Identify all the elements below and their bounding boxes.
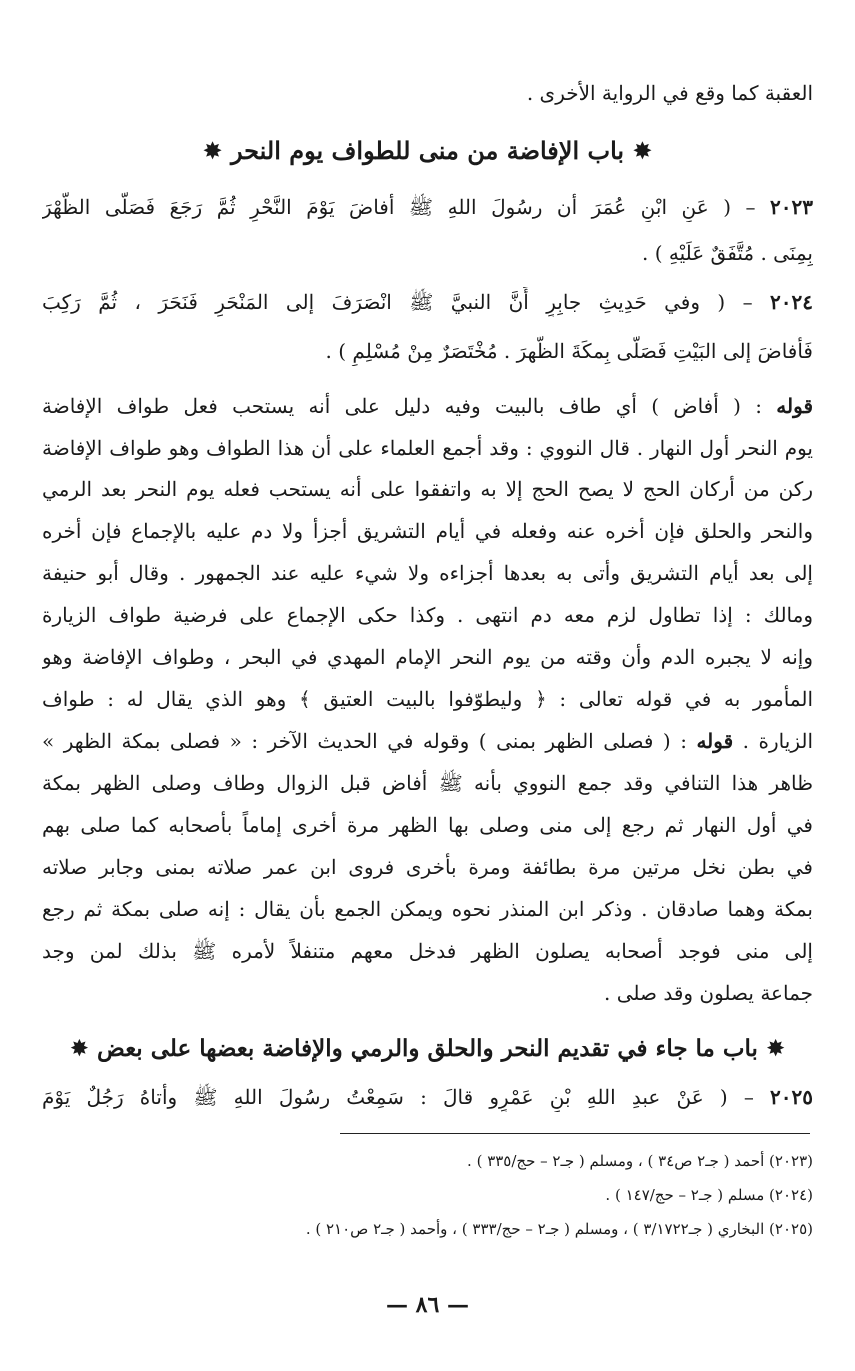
ornament-icon: ✸ [202, 137, 223, 165]
commentary-line-1 [42, 391, 813, 421]
hadith-2024-line-2: فَأَفاضَ إلى البَيْتِ فَصَلَّى بِمكَةَ الظُّهرَ . مُخْتَصَرٌ مِنْ مُسْلِمٍ ) . [325, 339, 813, 363]
commentary-line: ومالك : إذا تطاول لزم معه دم انتهى . وكذا حكى الإجماع على فرضية طواف الزيارة [42, 603, 813, 627]
hadith-2025-line-1 [42, 1082, 813, 1112]
commentary-line: والنحر والحلق فإن أخره عنه وفعله في أيام التشريق أجزأ ولا دم عليه بالإجماع فإن أخره [42, 519, 813, 543]
commentary-line: وإنه لا يجبره الدم وأن وقته من يوم النحر الإمام المهدي في البحر ، وطواف الإفاضة وهو [42, 645, 813, 669]
top-line: العقبة كما وقع في الرواية الأخرى . [526, 81, 813, 105]
hadith-2024-line-1 [42, 287, 813, 317]
commentary-text: : ( أفاض ) أي طاف بالبيت وفيه دليل على أنه يستحب فعل طواف الإفاضة [42, 394, 762, 418]
hadith-2023-line-2: بِمِنَى . مُتَّفَقٌ عَلَيْهِ ) . [642, 241, 813, 265]
footnote-2024: (٢٠٢٤) مسلم ( جـ٢ – حج/١٤٧ ) . [605, 1186, 813, 1204]
hadith-number: ٢٠٢٤ [770, 290, 813, 314]
chapter-heading-1 [30, 134, 825, 168]
commentary-line: إلى منى فوجد أصحابه يصلون الظهر فدخل معهم متنفلاً لأمره ﷺ بذلك لمن وجد [42, 939, 813, 963]
commentary-label: قوله [696, 729, 734, 753]
footnote-divider [340, 1133, 810, 1134]
ornament-icon: ✸ [765, 1036, 786, 1062]
ornament-icon: ✸ [632, 137, 653, 165]
commentary-line: في بطن نخل مرتين مرة بطائفة ومرة بأخرى فروى ابن عمر صلاته بمنى وجابر صلاته [42, 855, 813, 879]
commentary-line: ركن من أركان الحج لا يصح الحج إلا به واتفقوا على أنه يستحب فعله يوم النحر بعد الرمي [42, 477, 813, 501]
commentary-line: يوم النحر أول النهار . قال النووي : وقد أجمع العلماء على أن هذا الطواف وهو طواف الإفاضة [42, 436, 813, 460]
commentary-text: : ( فصلى الظهر بمنى ) وقوله في الحديث الآخر : « فصلى بمكة الظهر » [42, 729, 687, 753]
hadith-number: ٢٠٢٣ [770, 195, 813, 219]
hadith-text: – ( عَنْ عبدِ اللهِ بْنِ عَمْرٍو قالَ : سَمِعْتُ رسُولَ اللهِ ﷺ وأتاهُ رَجُلٌ يَوْمَ [42, 1085, 754, 1109]
hadith-text: – ( وفي حَدِيثِ جابِرٍ أَنَّ النبيَّ ﷺ انْصَرَفَ إلى المَنْحَرِ فَنَحَرَ ، ثُمَّ رَكِبَ [42, 290, 753, 314]
footnote-2025: (٢٠٢٥) البخاري ( جـ٣/١٧٢٢ ) ، ومسلم ( جـ٢ – حج/٣٣٣ ) ، وأحمد ( جـ٢ ص٢١٠ ) . [305, 1220, 813, 1238]
commentary-line [42, 726, 813, 756]
commentary-line: المأمور به في قوله تعالى : ﴿ وليطوّفوا بالبيت العتيق ﴾ وهو الذي يقال له : طواف [42, 687, 813, 711]
hadith-text: – ( عَنِ ابْنِ عُمَرَ أن رسُولَ اللهِ ﷺ أفاضَ يَوْمَ النَّحْرِ ثُمَّ رَجَعَ فَصَلَّى الظُّهْرَ [42, 195, 756, 219]
chapter-heading-2-text: باب ما جاء في تقديم النحر والحلق والرمي والإفاضة بعضها على بعض [97, 1035, 758, 1062]
commentary-line: ظاهر هذا التنافي وقد جمع النووي بأنه ﷺ أفاض قبل الزوال وطاف وصلى الظهر بمكة [42, 771, 813, 795]
hadith-2023-line-1 [42, 192, 813, 222]
footnote-2023: (٢٠٢٣) أحمد ( جـ٢ ص٣٤ ) ، ومسلم ( جـ٢ – حج/٣٣٥ ) . [467, 1152, 813, 1170]
chapter-heading-2 [30, 1032, 825, 1066]
hadith-number: ٢٠٢٥ [770, 1085, 813, 1109]
commentary-text: الزيارة . [742, 729, 813, 753]
commentary-line: إلى بعد أيام التشريق وأتى به بعدها أجزاءه ولا شيء عليه عند الجمهور . وقال أبو حنيفة [42, 561, 813, 585]
page-number: — ٨٦ — [386, 1292, 469, 1318]
ornament-icon: ✸ [69, 1036, 90, 1062]
commentary-label: قوله [776, 394, 813, 418]
commentary-line: بمكة وهما صادقان . وذكر ابن المنذر نحوه ويمكن الجمع بأن يقال : إنه صلى بمكة ثم رجع [42, 897, 813, 921]
chapter-heading-1-text: باب الإفاضة من منى للطواف يوم النحر [230, 136, 625, 165]
commentary-line-last: جماعة يصلون وقد صلى . [603, 981, 813, 1005]
commentary-line: في أول النهار ثم رجع إلى منى وصلى بها الظهر مرة أخرى إماماً بأصحابه كما صلى بهم [42, 813, 813, 837]
